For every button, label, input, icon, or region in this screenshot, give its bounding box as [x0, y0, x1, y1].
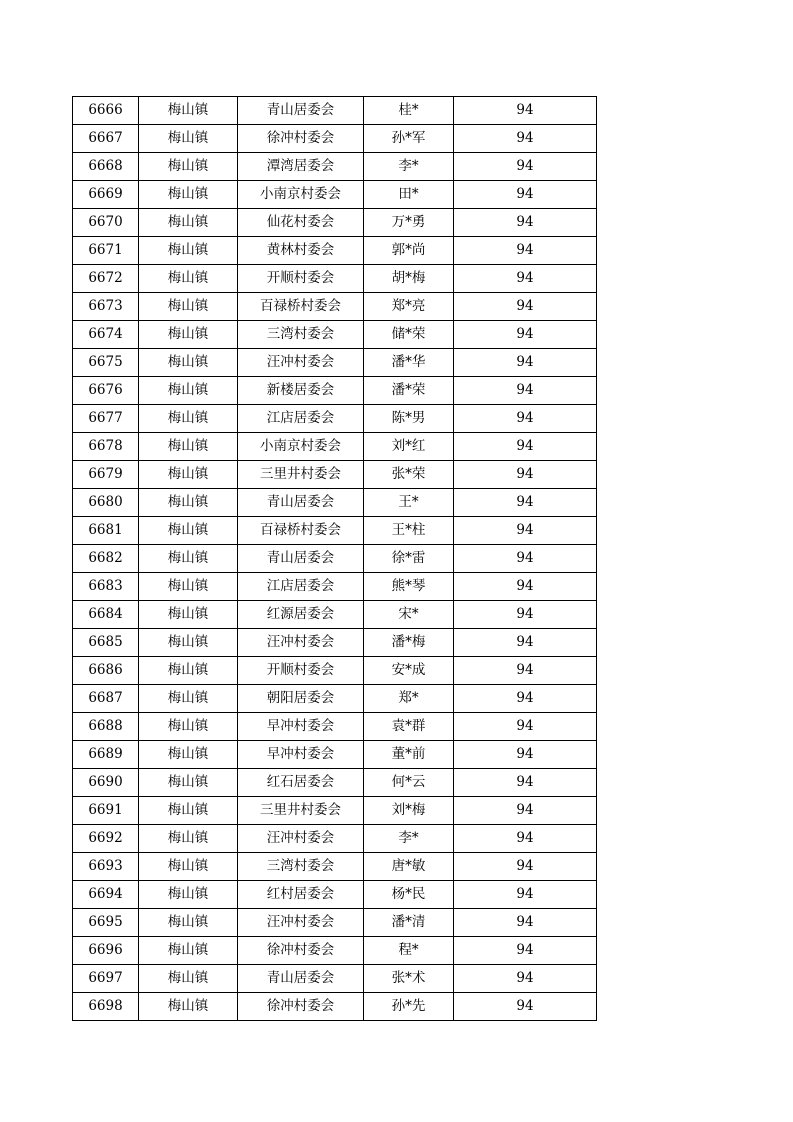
name-cell: 万*勇 [364, 209, 454, 237]
score-cell: 94 [454, 125, 597, 153]
score-cell: 94 [454, 153, 597, 181]
serial-number-cell: 6697 [73, 965, 139, 993]
name-cell: 陈*男 [364, 405, 454, 433]
table-row [73, 965, 597, 993]
committee-cell: 红村居委会 [238, 881, 364, 909]
town-cell: 梅山镇 [139, 125, 238, 153]
committee-cell: 三里井村委会 [238, 797, 364, 825]
serial-number-cell: 6688 [73, 713, 139, 741]
town-cell: 梅山镇 [139, 797, 238, 825]
serial-number-cell: 6693 [73, 853, 139, 881]
committee-cell: 潭湾居委会 [238, 153, 364, 181]
serial-number-cell: 6680 [73, 489, 139, 517]
score-cell: 94 [454, 797, 597, 825]
name-cell: 熊*琴 [364, 573, 454, 601]
committee-cell: 徐冲村委会 [238, 125, 364, 153]
score-cell: 94 [454, 405, 597, 433]
town-cell: 梅山镇 [139, 881, 238, 909]
score-cell: 94 [454, 881, 597, 909]
town-cell: 梅山镇 [139, 545, 238, 573]
table-row [73, 741, 597, 769]
serial-number-cell: 6678 [73, 433, 139, 461]
committee-cell: 青山居委会 [238, 489, 364, 517]
name-cell: 董*前 [364, 741, 454, 769]
serial-number-cell: 6685 [73, 629, 139, 657]
town-cell: 梅山镇 [139, 265, 238, 293]
score-cell: 94 [454, 657, 597, 685]
name-cell: 田* [364, 181, 454, 209]
table-row [73, 601, 597, 629]
committee-cell: 早冲村委会 [238, 713, 364, 741]
table-row [73, 237, 597, 265]
table-row [73, 321, 597, 349]
serial-number-cell: 6679 [73, 461, 139, 489]
name-cell: 孙*军 [364, 125, 454, 153]
table-row [73, 405, 597, 433]
committee-cell: 三湾村委会 [238, 321, 364, 349]
table-row [73, 97, 597, 125]
committee-cell: 百禄桥村委会 [238, 517, 364, 545]
score-cell: 94 [454, 377, 597, 405]
name-cell: 张*术 [364, 965, 454, 993]
roster-table [72, 96, 597, 1021]
serial-number-cell: 6666 [73, 97, 139, 125]
name-cell: 唐*敏 [364, 853, 454, 881]
town-cell: 梅山镇 [139, 377, 238, 405]
score-cell: 94 [454, 489, 597, 517]
name-cell: 袁*群 [364, 713, 454, 741]
name-cell: 何*云 [364, 769, 454, 797]
serial-number-cell: 6682 [73, 545, 139, 573]
name-cell: 胡*梅 [364, 265, 454, 293]
table-row [73, 881, 597, 909]
committee-cell: 青山居委会 [238, 965, 364, 993]
name-cell: 王*柱 [364, 517, 454, 545]
committee-cell: 三里井村委会 [238, 461, 364, 489]
town-cell: 梅山镇 [139, 853, 238, 881]
score-cell: 94 [454, 825, 597, 853]
town-cell: 梅山镇 [139, 825, 238, 853]
town-cell: 梅山镇 [139, 993, 238, 1021]
committee-cell: 百禄桥村委会 [238, 293, 364, 321]
name-cell: 桂* [364, 97, 454, 125]
table-row [73, 853, 597, 881]
serial-number-cell: 6694 [73, 881, 139, 909]
committee-cell: 江店居委会 [238, 573, 364, 601]
table-row [73, 769, 597, 797]
table-row [73, 545, 597, 573]
serial-number-cell: 6683 [73, 573, 139, 601]
serial-number-cell: 6689 [73, 741, 139, 769]
name-cell: 郑* [364, 685, 454, 713]
serial-number-cell: 6668 [73, 153, 139, 181]
table-row [73, 825, 597, 853]
table-row [73, 153, 597, 181]
score-cell: 94 [454, 293, 597, 321]
score-cell: 94 [454, 545, 597, 573]
town-cell: 梅山镇 [139, 601, 238, 629]
town-cell: 梅山镇 [139, 405, 238, 433]
committee-cell: 汪冲村委会 [238, 629, 364, 657]
score-cell: 94 [454, 461, 597, 489]
score-cell: 94 [454, 937, 597, 965]
name-cell: 潘*梅 [364, 629, 454, 657]
town-cell: 梅山镇 [139, 293, 238, 321]
serial-number-cell: 6695 [73, 909, 139, 937]
score-cell: 94 [454, 573, 597, 601]
town-cell: 梅山镇 [139, 685, 238, 713]
committee-cell: 开顺村委会 [238, 657, 364, 685]
name-cell: 宋* [364, 601, 454, 629]
roster-table-body [73, 97, 597, 1021]
table-row [73, 265, 597, 293]
committee-cell: 朝阳居委会 [238, 685, 364, 713]
serial-number-cell: 6669 [73, 181, 139, 209]
table-row [73, 125, 597, 153]
score-cell: 94 [454, 349, 597, 377]
table-row [73, 657, 597, 685]
committee-cell: 红石居委会 [238, 769, 364, 797]
committee-cell: 开顺村委会 [238, 265, 364, 293]
serial-number-cell: 6692 [73, 825, 139, 853]
score-cell: 94 [454, 209, 597, 237]
committee-cell: 徐冲村委会 [238, 937, 364, 965]
town-cell: 梅山镇 [139, 937, 238, 965]
name-cell: 程* [364, 937, 454, 965]
committee-cell: 徐冲村委会 [238, 993, 364, 1021]
score-cell: 94 [454, 965, 597, 993]
name-cell: 储*荣 [364, 321, 454, 349]
score-cell: 94 [454, 993, 597, 1021]
table-row [73, 573, 597, 601]
name-cell: 郭*尚 [364, 237, 454, 265]
committee-cell: 红源居委会 [238, 601, 364, 629]
town-cell: 梅山镇 [139, 209, 238, 237]
score-cell: 94 [454, 629, 597, 657]
table-row [73, 181, 597, 209]
table-row [73, 433, 597, 461]
name-cell: 刘*红 [364, 433, 454, 461]
table-row [73, 713, 597, 741]
name-cell: 孙*先 [364, 993, 454, 1021]
town-cell: 梅山镇 [139, 573, 238, 601]
score-cell: 94 [454, 685, 597, 713]
serial-number-cell: 6681 [73, 517, 139, 545]
score-cell: 94 [454, 601, 597, 629]
table-row [73, 797, 597, 825]
serial-number-cell: 6670 [73, 209, 139, 237]
serial-number-cell: 6698 [73, 993, 139, 1021]
committee-cell: 三湾村委会 [238, 853, 364, 881]
serial-number-cell: 6667 [73, 125, 139, 153]
score-cell: 94 [454, 909, 597, 937]
town-cell: 梅山镇 [139, 489, 238, 517]
committee-cell: 汪冲村委会 [238, 909, 364, 937]
name-cell: 潘*清 [364, 909, 454, 937]
committee-cell: 仙花村委会 [238, 209, 364, 237]
serial-number-cell: 6684 [73, 601, 139, 629]
name-cell: 李* [364, 825, 454, 853]
score-cell: 94 [454, 237, 597, 265]
town-cell: 梅山镇 [139, 321, 238, 349]
town-cell: 梅山镇 [139, 97, 238, 125]
town-cell: 梅山镇 [139, 741, 238, 769]
score-cell: 94 [454, 97, 597, 125]
town-cell: 梅山镇 [139, 517, 238, 545]
name-cell: 徐*雷 [364, 545, 454, 573]
table-row [73, 629, 597, 657]
committee-cell: 汪冲村委会 [238, 825, 364, 853]
committee-cell: 新楼居委会 [238, 377, 364, 405]
serial-number-cell: 6696 [73, 937, 139, 965]
serial-number-cell: 6676 [73, 377, 139, 405]
town-cell: 梅山镇 [139, 153, 238, 181]
committee-cell: 青山居委会 [238, 97, 364, 125]
serial-number-cell: 6673 [73, 293, 139, 321]
table-row [73, 993, 597, 1021]
town-cell: 梅山镇 [139, 629, 238, 657]
name-cell: 张*荣 [364, 461, 454, 489]
serial-number-cell: 6674 [73, 321, 139, 349]
committee-cell: 江店居委会 [238, 405, 364, 433]
name-cell: 杨*民 [364, 881, 454, 909]
town-cell: 梅山镇 [139, 349, 238, 377]
table-row [73, 937, 597, 965]
score-cell: 94 [454, 853, 597, 881]
serial-number-cell: 6690 [73, 769, 139, 797]
committee-cell: 小南京村委会 [238, 433, 364, 461]
committee-cell: 黄林村委会 [238, 237, 364, 265]
name-cell: 郑*亮 [364, 293, 454, 321]
name-cell: 安*成 [364, 657, 454, 685]
table-row [73, 293, 597, 321]
score-cell: 94 [454, 769, 597, 797]
score-cell: 94 [454, 713, 597, 741]
serial-number-cell: 6672 [73, 265, 139, 293]
committee-cell: 早冲村委会 [238, 741, 364, 769]
name-cell: 王* [364, 489, 454, 517]
name-cell: 潘*华 [364, 349, 454, 377]
table-row [73, 209, 597, 237]
score-cell: 94 [454, 265, 597, 293]
town-cell: 梅山镇 [139, 181, 238, 209]
name-cell: 潘*荣 [364, 377, 454, 405]
serial-number-cell: 6675 [73, 349, 139, 377]
committee-cell: 小南京村委会 [238, 181, 364, 209]
name-cell: 刘*梅 [364, 797, 454, 825]
score-cell: 94 [454, 741, 597, 769]
table-row [73, 489, 597, 517]
town-cell: 梅山镇 [139, 461, 238, 489]
committee-cell: 汪冲村委会 [238, 349, 364, 377]
name-cell: 李* [364, 153, 454, 181]
table-row [73, 909, 597, 937]
table-row [73, 517, 597, 545]
town-cell: 梅山镇 [139, 965, 238, 993]
table-row [73, 685, 597, 713]
town-cell: 梅山镇 [139, 769, 238, 797]
serial-number-cell: 6677 [73, 405, 139, 433]
score-cell: 94 [454, 433, 597, 461]
serial-number-cell: 6686 [73, 657, 139, 685]
score-cell: 94 [454, 181, 597, 209]
town-cell: 梅山镇 [139, 433, 238, 461]
score-cell: 94 [454, 321, 597, 349]
town-cell: 梅山镇 [139, 909, 238, 937]
serial-number-cell: 6691 [73, 797, 139, 825]
town-cell: 梅山镇 [139, 713, 238, 741]
serial-number-cell: 6687 [73, 685, 139, 713]
serial-number-cell: 6671 [73, 237, 139, 265]
table-row [73, 349, 597, 377]
town-cell: 梅山镇 [139, 657, 238, 685]
committee-cell: 青山居委会 [238, 545, 364, 573]
table-row [73, 377, 597, 405]
town-cell: 梅山镇 [139, 237, 238, 265]
table-row [73, 461, 597, 489]
score-cell: 94 [454, 517, 597, 545]
